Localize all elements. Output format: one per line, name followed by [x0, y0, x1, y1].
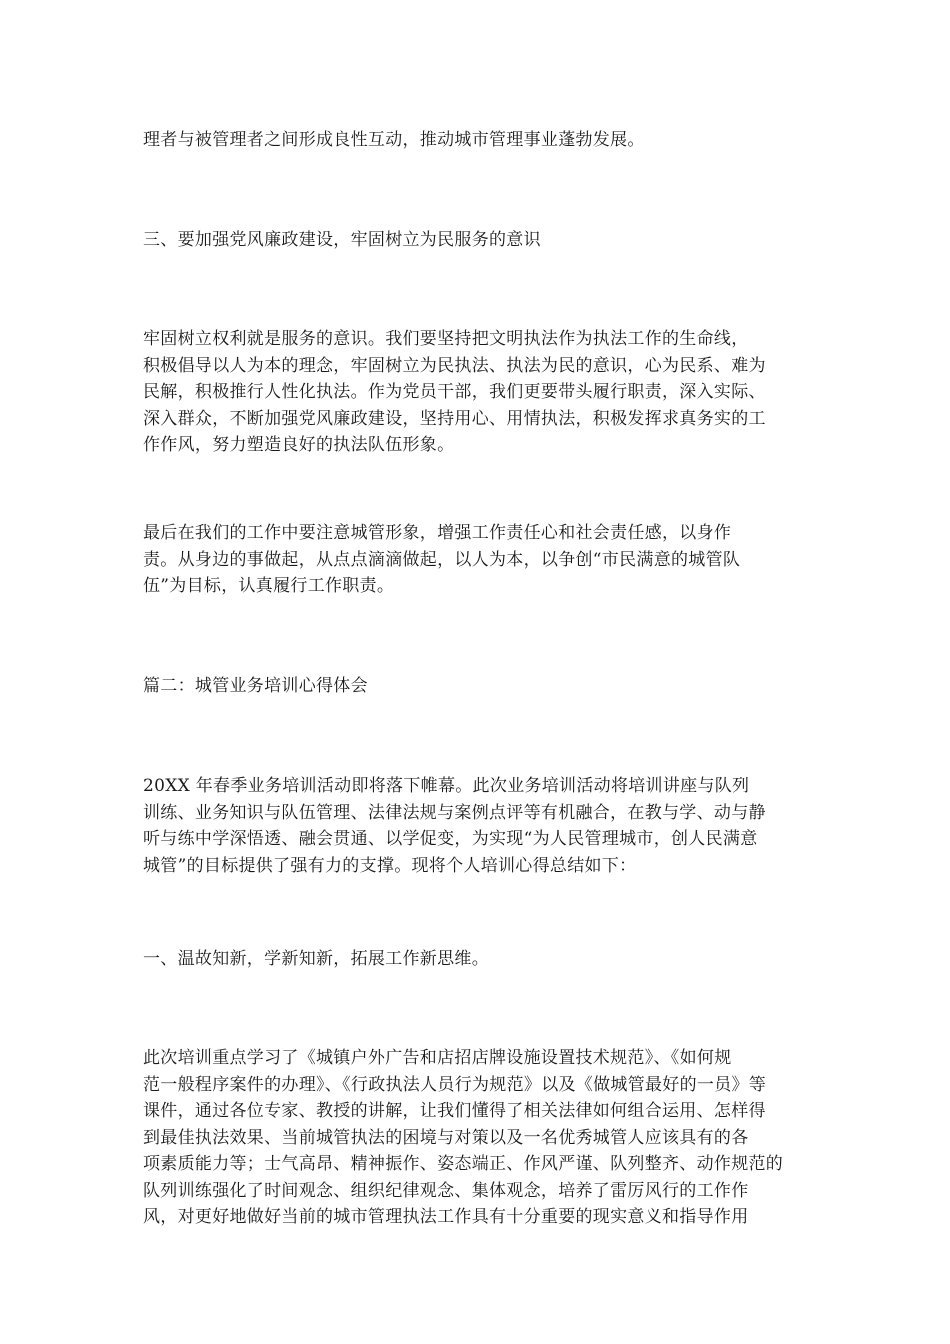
text-line: 此次培训重点学习了《城镇户外广告和店招店牌设施设置技术规范》、《如何规 — [143, 1048, 732, 1068]
text-line: 队列训练强化了时间观念、组织纪律观念、集体观念，培养了雷厉风行的工作作 — [143, 1180, 749, 1201]
paragraph-training-content — [143, 1045, 813, 1231]
text-line: 民解，积极推行人性化执法。作为党员干部，我们更要带头履行职责，深入实际、 — [143, 382, 766, 402]
text-line: 课件，通过各位专家、教授的讲解，让我们懂得了相关法律如何组合运用、怎样得 — [143, 1101, 766, 1121]
paragraph-serve-people — [143, 326, 813, 459]
text-line: 积极倡导以人为本的理念，牢固树立为民执法、执法为民的意识，心为民系、难为 — [143, 355, 766, 376]
text-line: 理者与被管理者之间形成良性互动，推动城市管理事业蓬勃发展。 — [143, 130, 645, 150]
section-heading-three: 三、要加强党风廉政建设，牢固树立为民服务的意识 — [143, 230, 541, 250]
paragraph-spring-training — [143, 773, 813, 879]
text-line: 范一般程序案件的办理》、《行政执法人员行为规范》以及《做城管最好的一员》等 — [143, 1074, 767, 1095]
paragraph-final — [143, 520, 813, 600]
text-line: 风，对更好地做好当前的城市管理执法工作具有十分重要的现实意义和指导作用 — [143, 1207, 749, 1227]
text-line: 项素质能力等；士气高昂、精神振作、姿态端正、作风严谨、队列整齐、动作规范的 — [143, 1154, 784, 1174]
text-line: 到最佳执法效果、当前城管执法的困境与对策以及一名优秀城管人应该具有的各 — [143, 1127, 749, 1148]
text-line: 伍”为目标，认真履行工作职责。 — [143, 576, 395, 596]
text-line: 20XX 年春季业务培训活动即将落下帷幕。此次业务培训活动将培训讲座与队列 — [143, 776, 750, 796]
text-line: 责。从身边的事做起，从点点滴滴做起，以人为本，以争创“市民满意的城管队 — [143, 549, 741, 570]
text-line: 听与练中学深悟透、融会贯通、以学促变，为实现“为人民管理城市，创人民满意 — [143, 829, 758, 849]
text-line: 作作风，努力塑造良好的执法队伍形象。 — [143, 435, 455, 455]
text-line: 深入群众，不断加强党风廉政建设，坚持用心、用情执法，积极发挥求真务实的工 — [143, 408, 766, 429]
section-heading-one: 一、温故知新，学新知新，拓展工作新思维。 — [143, 949, 489, 969]
text-line: 城管”的目标提供了强有力的支撑。现将个人培训心得总结如下： — [143, 855, 637, 876]
text-line: 训练、业务知识与队伍管理、法律法规与案例点评等有机融合，在教与学、动与静 — [143, 802, 766, 823]
paragraph-intro — [143, 127, 813, 154]
text-line: 牢固树立权利就是服务的意识。我们要坚持把文明执法作为执法工作的生命线， — [143, 329, 749, 349]
text-line: 最后在我们的工作中要注意城管形象，增强工作责任心和社会责任感，以身作 — [143, 523, 732, 543]
part-two-heading: 篇二：城管业务培训心得体会 — [143, 676, 368, 696]
